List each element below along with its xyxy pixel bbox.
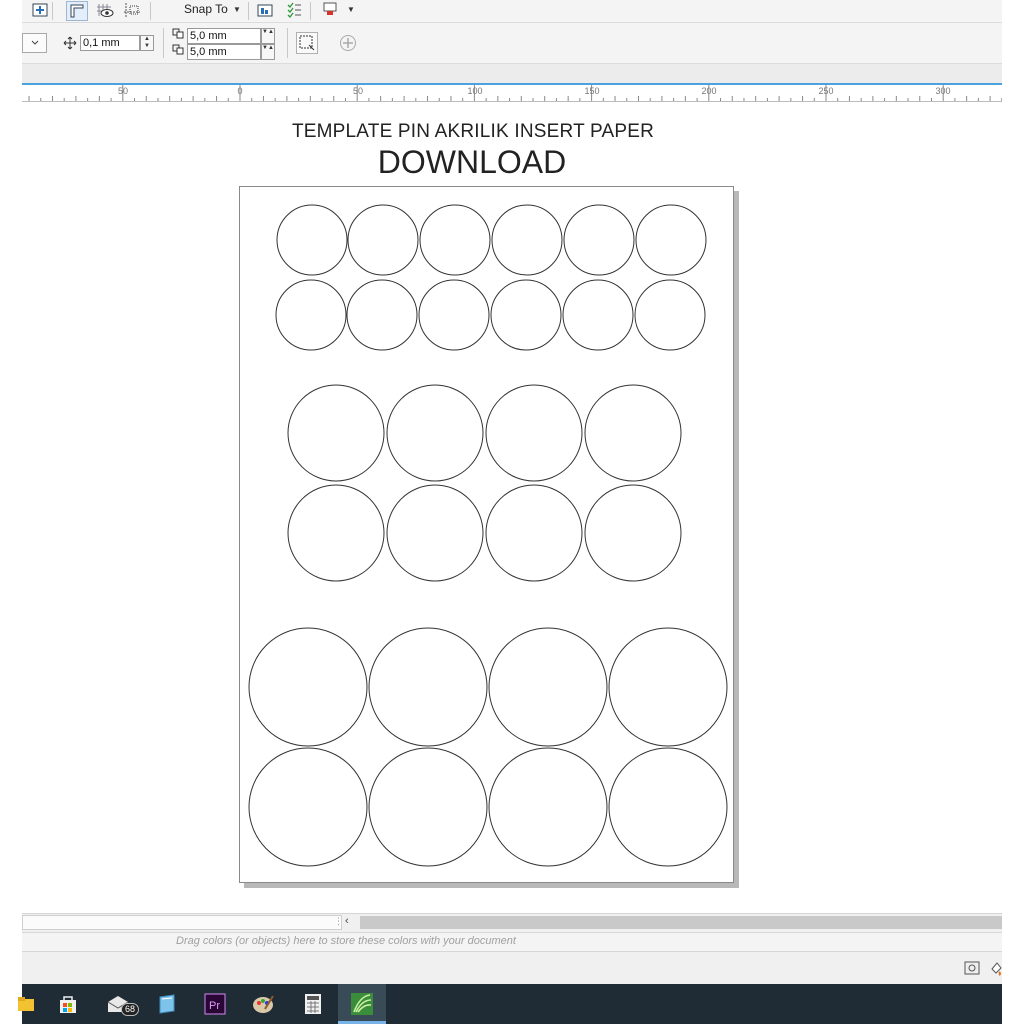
splitter-handle-icon[interactable]: ⋮ [334, 916, 343, 926]
duplicate-y-stepper[interactable]: ▼▲ [261, 44, 275, 60]
ruler-label: 0 [237, 86, 243, 96]
duplicate-x-stepper[interactable]: ▼▲ [261, 28, 275, 44]
horizontal-ruler[interactable] [22, 85, 1002, 102]
duplicate-distance-y-input[interactable]: 5,0 mm [187, 44, 261, 60]
property-bar [22, 23, 1002, 64]
document-page[interactable] [239, 186, 734, 883]
ruler-label: 300 [935, 86, 951, 96]
snap-to-label[interactable]: Snap To [184, 2, 228, 16]
show-rulers-icon[interactable] [66, 1, 88, 21]
page-navigator-area[interactable] [22, 915, 342, 930]
palette-hint: Drag colors (or objects) here to store these colors with your document [176, 935, 516, 947]
horizontal-scrollbar[interactable] [22, 913, 1002, 932]
nudge-distance-icon [63, 36, 77, 53]
application-launcher-icon[interactable] [320, 1, 340, 19]
duplicate-distance-x-input[interactable]: 5,0 mm [187, 28, 261, 44]
ruler-label: 50 [352, 86, 364, 96]
file-explorer-icon[interactable] [12, 990, 40, 1018]
calculator-icon[interactable] [299, 990, 327, 1018]
show-grid-icon[interactable] [95, 1, 115, 19]
ruler-label: 100 [467, 86, 483, 96]
scroll-left-arrow-icon[interactable]: ‹ [345, 915, 349, 927]
standard-toolbar [22, 0, 1002, 23]
checklist-icon[interactable] [284, 1, 304, 19]
options-icon[interactable] [255, 1, 275, 19]
duplicate-x-icon [172, 28, 188, 43]
duplicate-y-icon [172, 44, 188, 59]
tablet-notes-icon[interactable] [153, 990, 181, 1018]
ruler-label: 150 [584, 86, 600, 96]
ruler-label: 50 [117, 86, 129, 96]
ruler-label: 200 [701, 86, 717, 96]
full-screen-preview-icon[interactable] [30, 1, 50, 19]
paint-palette-icon[interactable] [249, 990, 277, 1018]
treat-as-filled-icon[interactable] [296, 32, 318, 54]
svg-text:Pr: Pr [209, 1000, 220, 1012]
document-title-line2: DOWNLOAD [377, 144, 567, 180]
fill-bucket-icon[interactable] [990, 960, 1002, 979]
mail-unread-badge: 68 [121, 1003, 139, 1016]
document-title-line1: TEMPLATE PIN AKRILIK INSERT PAPER [291, 121, 655, 142]
show-guidelines-icon[interactable] [122, 1, 142, 19]
coreldraw-icon[interactable] [348, 990, 376, 1018]
ruler-label: 250 [818, 86, 834, 96]
status-bar [22, 951, 1002, 984]
windows-taskbar [22, 984, 1002, 1024]
scrollbar-thumb[interactable] [360, 916, 1002, 929]
document-tab-band [22, 64, 1002, 85]
launcher-dropdown-icon[interactable]: ▼ [347, 5, 355, 14]
premiere-pro-icon[interactable] [201, 990, 229, 1018]
nudge-distance-input[interactable]: 0,1 mm [80, 35, 140, 51]
snap-to-dropdown-icon[interactable]: ▼ [233, 5, 241, 14]
store-icon[interactable] [54, 990, 82, 1018]
document-palette[interactable] [22, 932, 1002, 951]
nudge-distance-stepper[interactable]: ▲ ▼ [140, 35, 154, 51]
add-preset-icon[interactable] [339, 34, 357, 55]
units-dropdown[interactable] [22, 33, 47, 53]
screen-capture-icon[interactable] [964, 960, 980, 979]
